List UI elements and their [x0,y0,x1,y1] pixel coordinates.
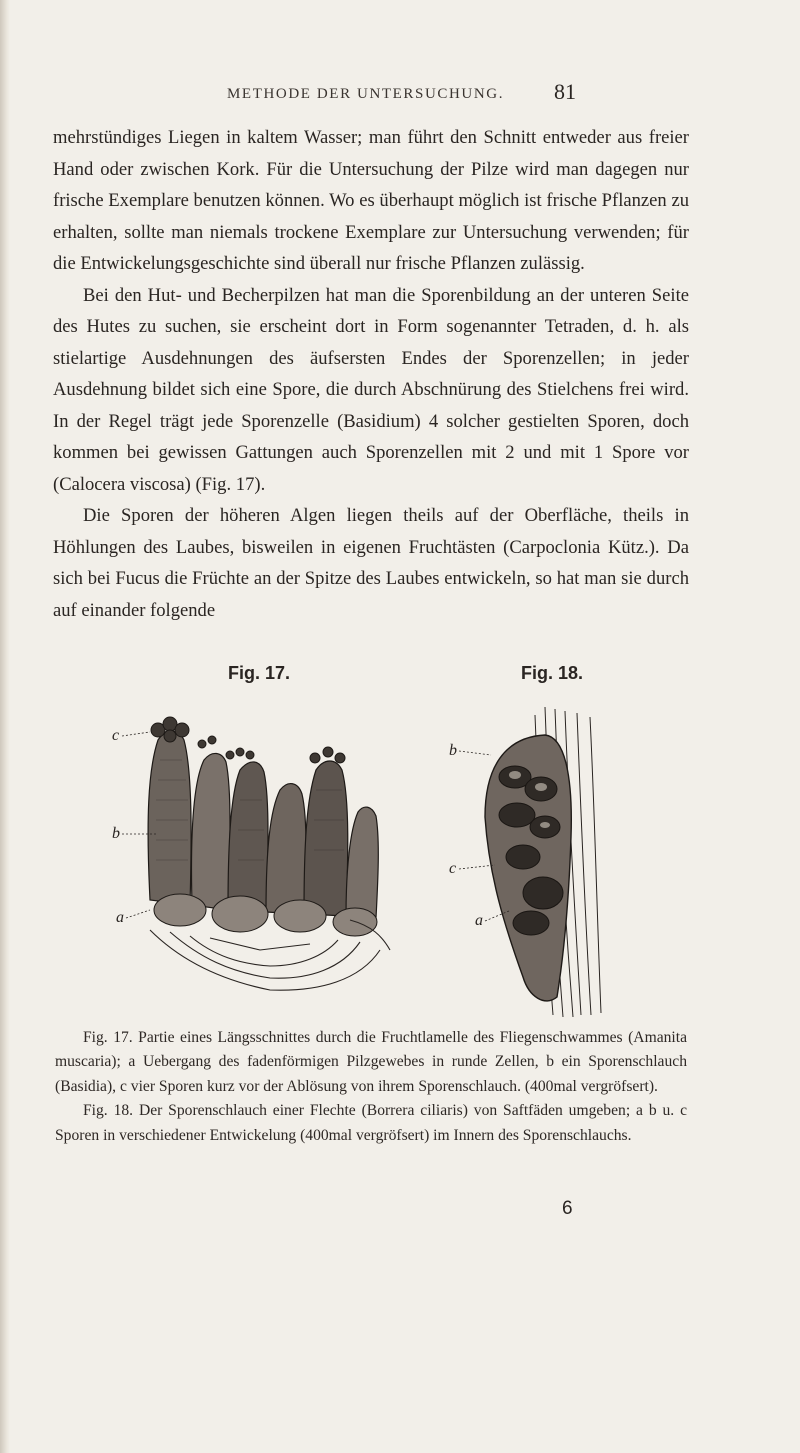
body-text [53,122,689,626]
figure-17-label-b: b [112,825,120,842]
page-number: 81 [554,79,576,104]
running-head: METHODE DER UNTERSUCHUNG. [227,86,505,102]
paragraph: Die Sporen der höheren Algen liegen theils auf der Oberfläche, theils in Höhlungen des Laubes, bisweilen in eigenen Fruchtästen (Carpoclonia Kütz.). Da sich bei Fucus die Früchte an der Spitze des Laubes entwickeln, so hat man sie durch auf einander folgende [53,505,689,621]
figure-18-label-a: a [475,912,483,929]
signature-mark: 6 [562,1198,573,1219]
paragraph: mehrstündiges Liegen in kaltem Wasser; man führt den Schnitt entweder aus freier Hand oder zwischen Kork. Für die Untersuchung der Pilze wird man dagegen nur frische Exemplare benutzen können. Wo es überhaupt möglich ist frische Pflanzen zu erhalten, sollte man niemals trockene Exemplare zur Untersuchung verwenden; für die Entwickelungsgeschichte sind überall nur frische Pflanzen zulässig. [53,127,689,274]
figure-18-label-b: b [449,742,457,759]
figure-18-caption: Fig. 18. Der Sporenschlauch einer Flechte (Borrera ciliaris) von Saftfäden umgeben; a b u. c Sporen in verschiedener Entwickelung (400mal vergröfsert) im Innern des Sporenschlauchs. [55,1102,687,1144]
figure-17-label-a: a [116,909,124,926]
figure-17-illustration [110,700,410,1000]
figure-18-illustration [445,697,645,1027]
figure-18-title: Fig. 18. [521,663,584,683]
paragraph: Bei den Hut- und Becherpilzen hat man die Sporenbildung an der unteren Seite des Hutes zu suchen, sie erscheint dort in Form sogenannter Tetraden, d. h. als stielartige Ausdehnungen des äufsersten Endes der Sporenzellen; in jeder Ausdehnung bildet sich eine Spore, die durch Abschnürung des Stielchens frei wird. In der Regel trägt jede Sporenzelle (Basidium) 4 solcher gestielten Sporen, doch kommen bei gewissen Gattungen auch Sporenzellen mit 2 und mit 1 Spore vor (Calocera viscosa) (Fig. 17). [53,284,689,495]
figure-17-caption: Fig. 17. Partie eines Längsschnittes durch die Fruchtlamelle des Fliegenschwammes (Amanita muscaria); a Uebergang des fadenförmigen Pilzgewebes in runde Zellen, b ein Sporenschlauch (Basidia), c vier Sporen kurz vor der Ablösung von ihrem Sporenschlauch. (400mal vergröfsert). [55,1029,687,1095]
figure-17-title: Fig. 17. [228,663,291,683]
page-spine-shadow [0,0,10,1453]
figure-17-label-c: c [112,727,120,744]
figure-18-label-c: c [449,860,457,877]
figure-captions [55,1026,687,1148]
